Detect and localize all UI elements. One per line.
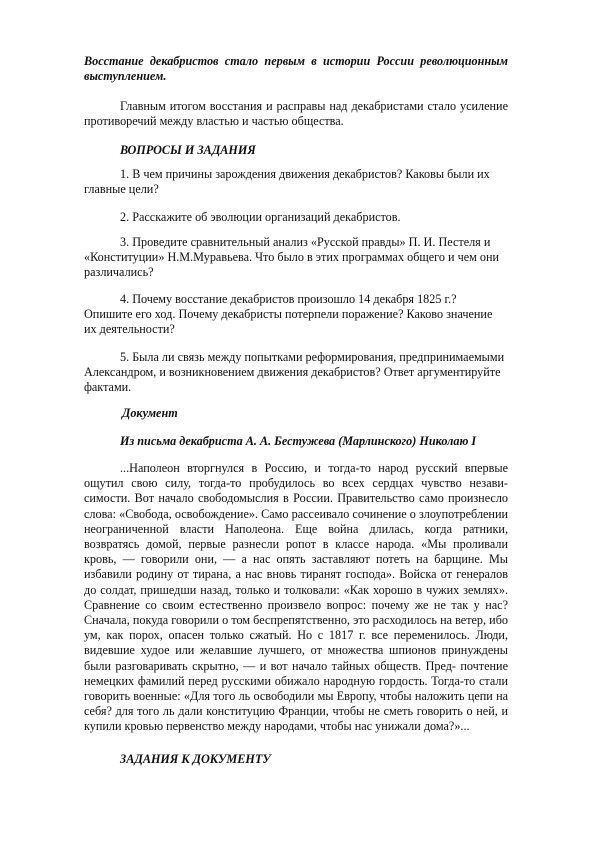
tasks-heading: ЗАДАНИЯ К ДОКУМЕНТУ: [120, 752, 271, 766]
question-3: 3. Проведите сравнительный анализ «Русской правды» П. И. Пестеля и «Конституции» Н.М.Муравьева. Что было в этих программах общего и чем они различались?: [84, 235, 500, 280]
question-4: 4. Почему восстание декабристов произошло 14 декабря 1825 г.? Опишите его ход. Почему декабристы потерпели поражение? Каково значение их деятельности?: [84, 292, 493, 337]
question-5: 5. Была ли связь между попытками реформирования, предпринимаемыми Александром, и возникновением движения декабристов? Ответ аргументируйте фактами.: [84, 350, 505, 395]
document-body: ...Наполеон вторгнулся в Россию, и тогда-то народ русский впервые ощутил свою силу, тогда-то пробудилось во всех сердцах чувство незави- симости. Вот начало свободомыслия в России. Правительство само произнесло слова: «Свобода, освобождение». Само рассеивало сочинение о злоупотреблении неограниченной власти Наполеона. Еще война длилась, когда ратники, возвратясь домой, первые разнесли ропот в классе народа. «Мы проливали кровь, — говорили они, — а нас опять заставляют потеть на барщине. Мы избавили родину от тирана, а нас вновь тиранят господа». Войска от генералов до солдат, пришедши назад, только и толковали: «Как хорошо в чужих землях». Сравнение со своим естественно произвело вопрос: почему же не так у нас? Сначала, покуда говорили о том беспрепятственно, это расходилось на ветер, ибо ум, как порох, опасен только сжатый. Но с 1817 г. все переменилось. Люди, видевшие худое или желавшие лучшего, от множества шпионов принуждены были разговаривать скрытно, — и вот начало тайных обществ. Пред- почтение немецких фамилий перед русскими обижало народную гордость. Тогда-то стали говорить военные: «Для того ль освободили мы Европу, чтобы наложить цепи на себя? для того ль дали конституцию Франции, чтобы не сметь говорить о ней, и купили кровью первенство между народами, чтобы нас унижали дома?»...: [84, 461, 508, 734]
summary-paragraph: Главным итогом восстания и расправы над декабристами стало усиление противоречий между властью и частью общества.: [84, 99, 508, 129]
document-title: Из письма декабриста А. А. Бестужева (Марлинского) Николаю I: [120, 434, 477, 448]
question-2: 2. Расскажите об эволюции организаций декабристов.: [120, 210, 401, 224]
question-1: 1. В чем причины зарождения движения декабристов? Каковы были их главные цели?: [84, 167, 490, 197]
intro-italic-paragraph: Восстание декабристов стало первым в истории России революционным выступлением.: [84, 54, 508, 84]
document-label: Документ: [122, 406, 178, 420]
questions-heading: ВОПРОСЫ И ЗАДАНИЯ: [120, 143, 256, 157]
